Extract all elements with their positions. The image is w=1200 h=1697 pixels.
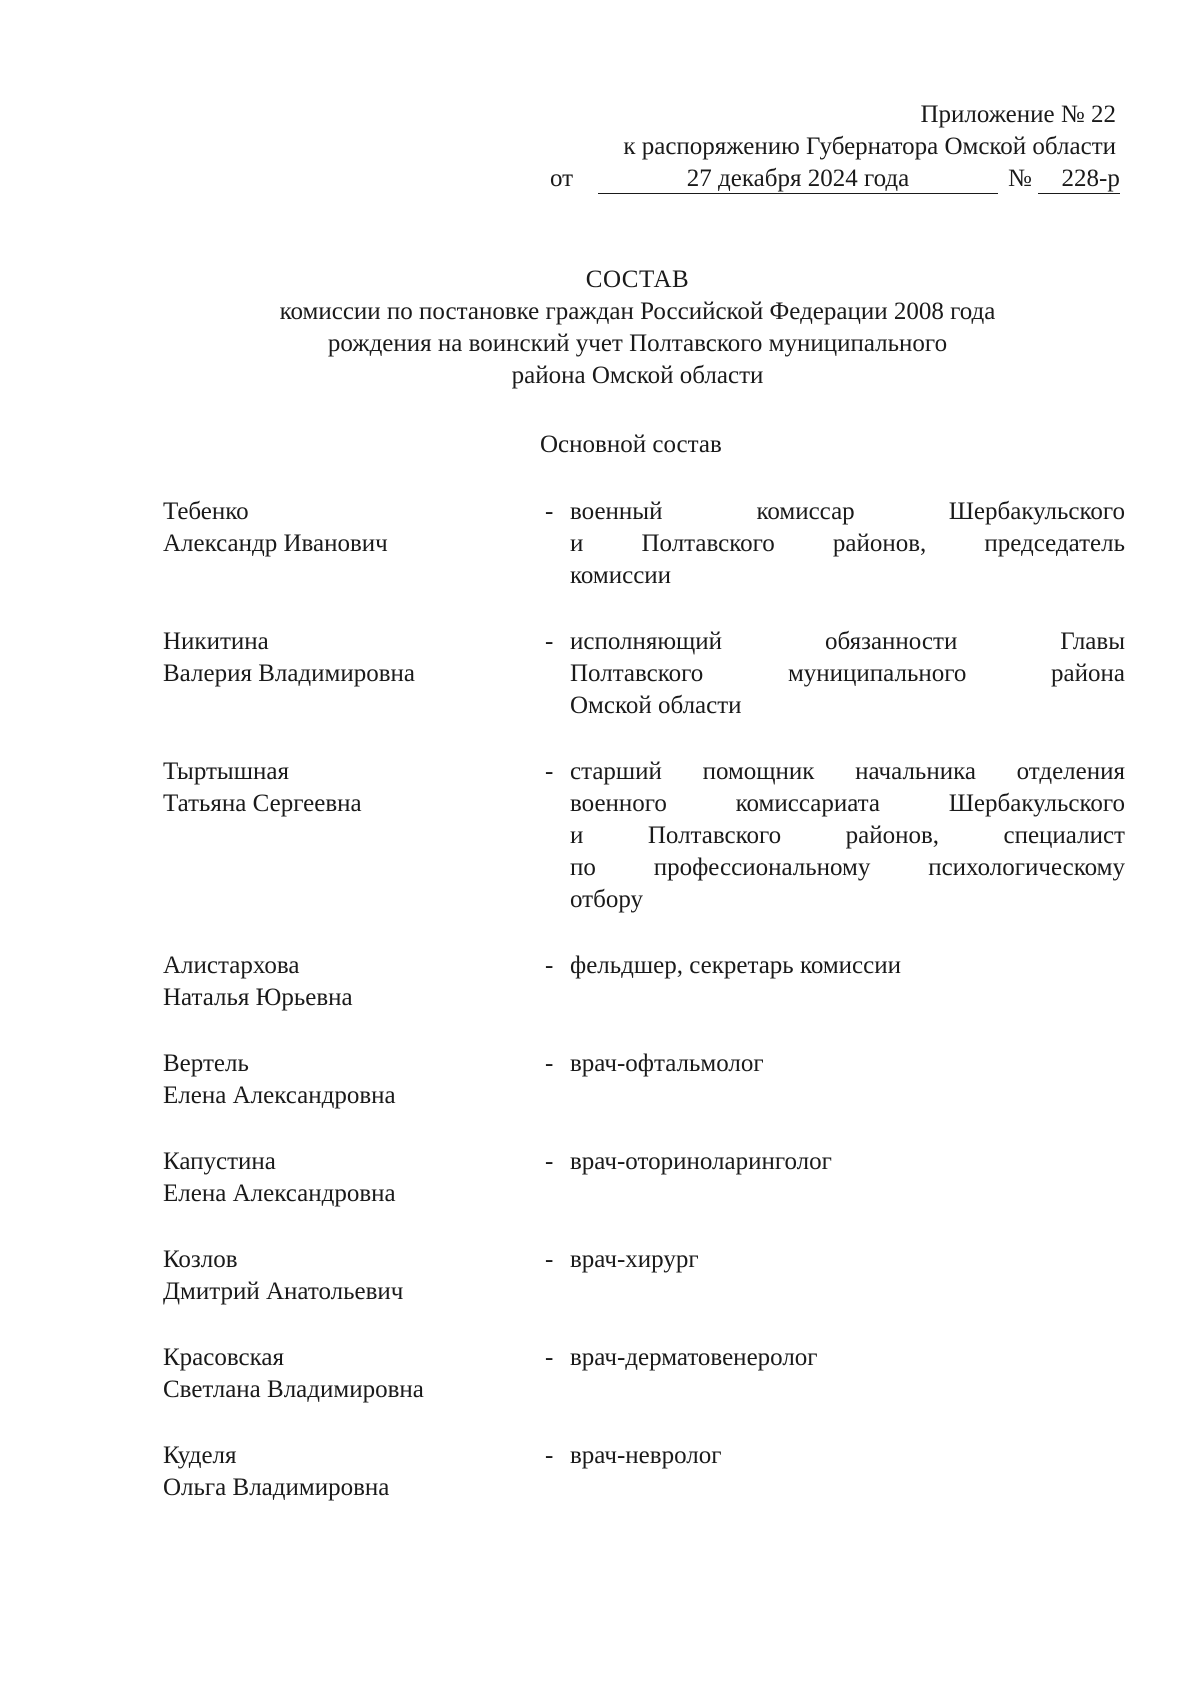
member-name: [163, 756, 545, 916]
role-line: военный комиссар Шербакульского: [570, 498, 1125, 525]
role-line: и Полтавского районов, специалист: [570, 822, 1125, 849]
member-name: [163, 626, 545, 722]
dash-separator: -: [545, 1246, 554, 1273]
role-line: Полтавского муниципального района: [570, 660, 1125, 687]
title-line: комиссии по постановке граждан Российской Федерации 2008 года: [279, 298, 996, 325]
member-surname: Козлов: [163, 1246, 238, 1273]
order-date: 27 декабря 2024 года: [598, 165, 998, 194]
member-given-names: Дмитрий Анатольевич: [163, 1278, 404, 1305]
member-entry: [163, 626, 1125, 722]
member-surname: Капустина: [163, 1148, 276, 1175]
member-role: [570, 1244, 1125, 1308]
member-given-names: Валерия Владимировна: [163, 660, 416, 687]
member-entry: [163, 1440, 1125, 1504]
member-entry: [163, 1342, 1125, 1406]
role-line: Омской области: [570, 692, 742, 719]
member-name: [163, 1146, 545, 1210]
member-surname: Красовская: [163, 1344, 284, 1371]
document-header: [550, 99, 1120, 195]
member-role: [570, 496, 1125, 592]
role-line: отбору: [570, 886, 643, 913]
document-title: [150, 264, 1125, 392]
member-surname: Никитина: [163, 628, 269, 655]
role-line: врач-дерматовенеролог: [570, 1344, 818, 1371]
date-prefix: от: [550, 165, 574, 192]
member-surname: Алистархова: [163, 952, 300, 979]
date-number-row: [550, 163, 1120, 195]
member-role: [570, 1146, 1125, 1210]
dash-separator: -: [545, 1442, 554, 1469]
member-entry: [163, 1048, 1125, 1112]
member-name: [163, 950, 545, 1014]
member-surname: Тыртышная: [163, 758, 289, 785]
role-line: старший помощник начальника отделения: [570, 758, 1125, 785]
order-number: 228-р: [1038, 165, 1120, 194]
member-entry: [163, 950, 1125, 1014]
member-name: [163, 1048, 545, 1112]
member-given-names: Наталья Юрьевна: [163, 984, 353, 1011]
section-heading: Основной состав: [540, 431, 722, 458]
member-given-names: Елена Александровна: [163, 1082, 396, 1109]
role-line: военного комиссариата Шербакульского: [570, 790, 1125, 817]
member-given-names: Татьяна Сергеевна: [163, 790, 362, 817]
member-given-names: Елена Александровна: [163, 1180, 396, 1207]
role-line: врач-офтальмолог: [570, 1050, 764, 1077]
member-role: [570, 1048, 1125, 1112]
member-surname: Куделя: [163, 1442, 237, 1469]
member-entry: [163, 756, 1125, 916]
member-name: [163, 496, 545, 592]
dash-separator: -: [545, 952, 554, 979]
role-line: врач-хирург: [570, 1246, 699, 1273]
dash-separator: -: [545, 498, 554, 525]
dash-separator: -: [545, 1344, 554, 1371]
role-line: и Полтавского районов, председатель: [570, 530, 1125, 557]
member-entry: [163, 1146, 1125, 1210]
member-name: [163, 1440, 545, 1504]
dash-separator: -: [545, 628, 554, 655]
dash-separator: -: [545, 758, 554, 785]
role-line: врач-оториноларинголог: [570, 1148, 832, 1175]
number-sign: №: [1008, 165, 1032, 192]
role-line: врач-невролог: [570, 1442, 722, 1469]
member-role: [570, 1440, 1125, 1504]
dash-separator: -: [545, 1050, 554, 1077]
member-entry: [163, 496, 1125, 592]
member-given-names: Светлана Владимировна: [163, 1376, 424, 1403]
member-name: [163, 1244, 545, 1308]
title-line: района Омской области: [511, 362, 764, 389]
member-role: [570, 1342, 1125, 1406]
role-line: по профессиональному психологическому: [570, 854, 1125, 881]
member-given-names: Ольга Владимировна: [163, 1474, 390, 1501]
member-role: [570, 950, 1125, 1014]
role-line: исполняющий обязанности Главы: [570, 628, 1125, 655]
role-line: комиссии: [570, 562, 672, 589]
member-surname: Тебенко: [163, 498, 249, 525]
title-line: рождения на воинский учет Полтавского муниципального: [327, 330, 948, 357]
member-role: [570, 626, 1125, 722]
role-line: фельдшер, секретарь комиссии: [570, 952, 902, 979]
member-given-names: Александр Иванович: [163, 530, 388, 557]
member-entry: [163, 1244, 1125, 1308]
members-list: [163, 496, 1125, 1504]
order-reference: к распоряжению Губернатора Омской области: [623, 133, 1116, 160]
attachment-number: Приложение № 22: [920, 101, 1116, 128]
dash-separator: -: [545, 1148, 554, 1175]
member-surname: Вертель: [163, 1050, 249, 1077]
title-main: СОСТАВ: [585, 266, 690, 293]
member-role: [570, 756, 1125, 916]
member-name: [163, 1342, 545, 1406]
